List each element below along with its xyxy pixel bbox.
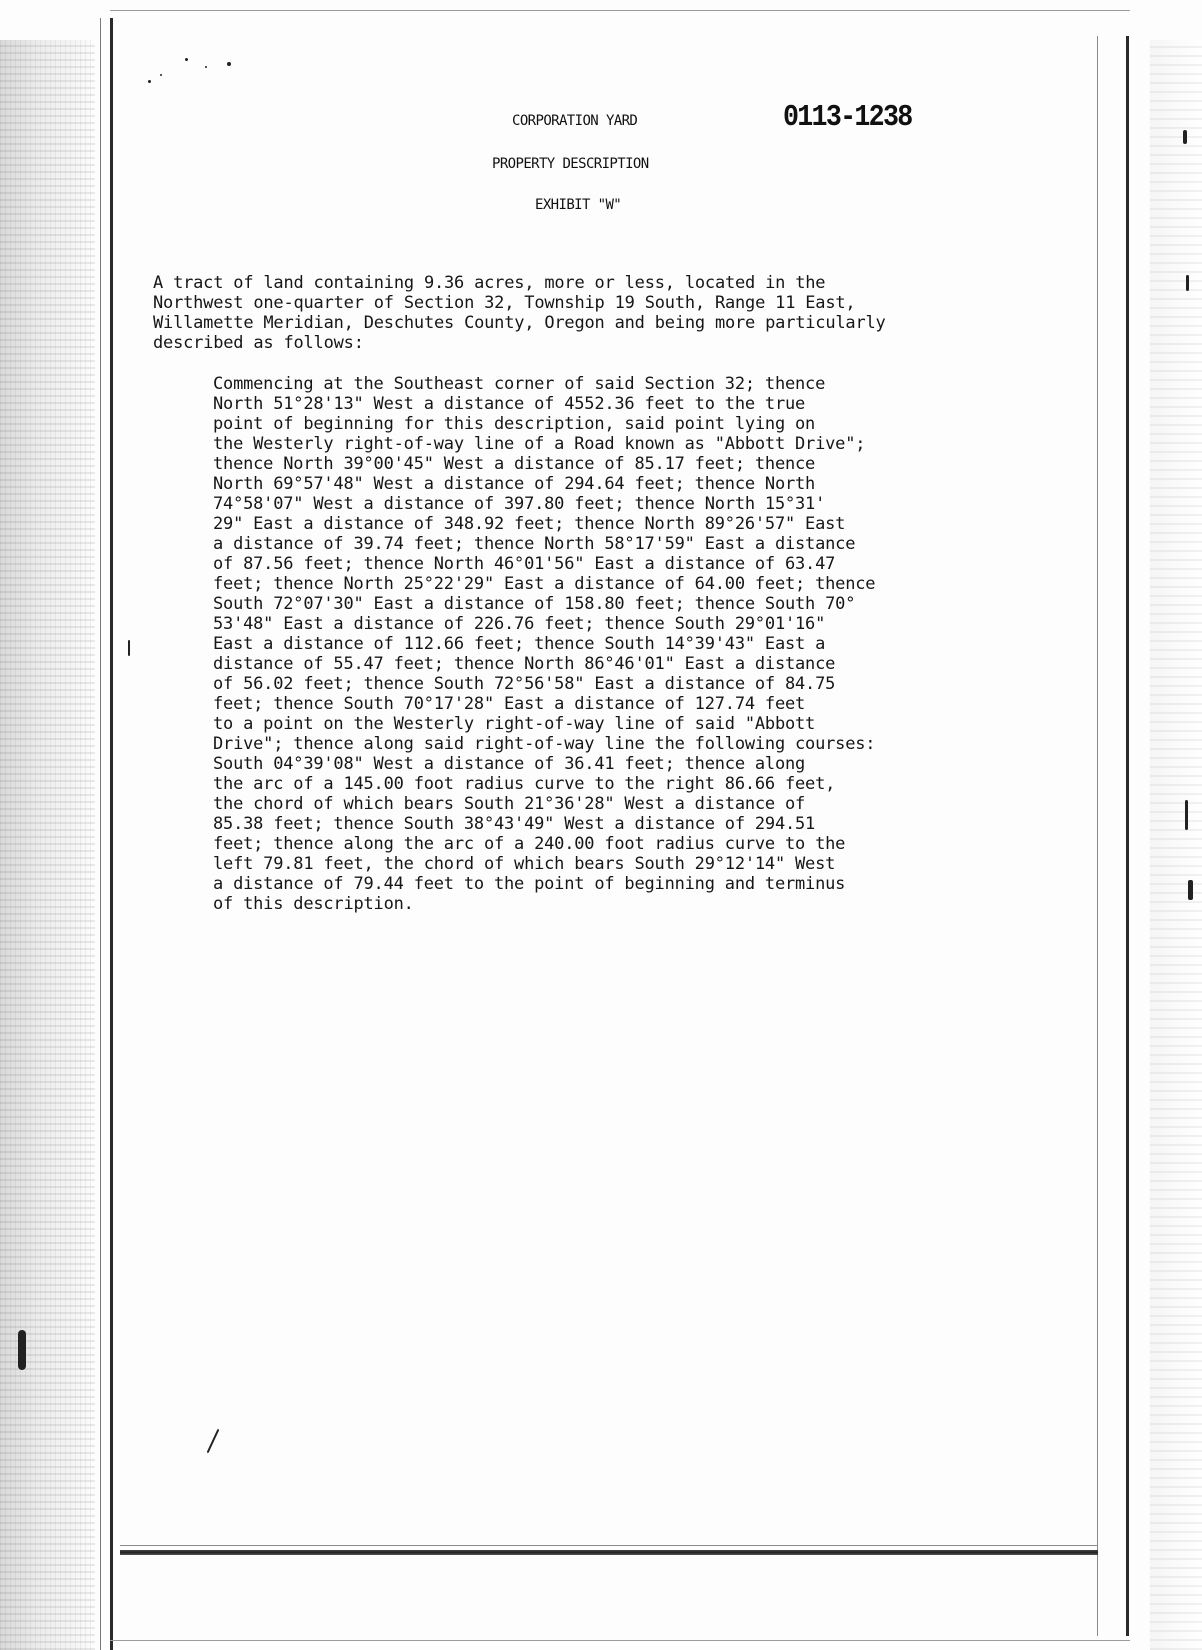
scan-left-border-thin [100,18,101,1650]
scan-right-border-thin [1097,36,1098,1636]
scan-speck [185,58,188,61]
scan-speck [207,1429,220,1453]
scan-speck [18,1330,26,1370]
scan-left-border [110,18,113,1650]
scan-speck [1186,275,1189,291]
scan-speck [128,640,130,656]
scan-speck [227,62,231,66]
exhibit-label: EXHIBIT "W" [535,197,622,213]
intro-paragraph: A tract of land containing 9.36 acres, more or less, located in the Northwest one-quarter of Section 32, Township 19 South, Range 11 East, Willamette Meridian, Deschutes County, Oregon and being more particularly described as follows: [153,273,886,353]
scan-speck [148,80,151,83]
document-subtitle: PROPERTY DESCRIPTION [492,156,649,172]
scan-top-edge [110,10,1130,11]
scan-speck [160,74,162,76]
document-number: 0113-1238 [783,100,912,135]
scan-bottom-edge [110,1640,1130,1641]
scan-speck [1185,800,1188,830]
scan-speck [1183,130,1187,144]
document-title: CORPORATION YARD [512,113,638,129]
scan-right-margin-noise [1150,40,1202,1650]
description-paragraph: Commencing at the Southeast corner of said Section 32; thence North 51°28'13" West a distance of 4552.36 feet to the true point of beginning for this description, said point lying on the Westerly right-of-way line of a Road known as "Abbott Drive"; thence North 39°00'45" West a distance of 85.17 feet; thence North 69°57'48" West a distance of 294.64 feet; thence North 74°58'07" West a distance of 397.80 feet; thence North 15°31' 29" East a distance of 348.92 feet; thence North 89°26'57" East a distance of 39.74 feet; thence North 58°17'59" East a distance of 87.56 feet; thence North 46°01'56" East a distance of 63.47 feet; thence North 25°22'29" East a distance of 64.00 feet; thence South 72°07'30" East a distance of 158.80 feet; thence South 70° 53'48" East a distance of 226.76 feet; thence South 29°01'16" East a distance of 112.66 feet; thence South 14°39'43" East a distance of 55.47 feet; thence North 86°46'01" East a distance of 56.02 feet; thence South 72°56'58" East a distance of 84.75 feet; thence South 70°17'28" East a distance of 127.74 feet to a point on the Westerly right-of-way line of said "Abbott Drive"; thence along said right-of-way line the following courses: South 04°39'08" West a distance of 36.41 feet; thence along the arc of a 145.00 foot radius curve to the right 86.66 feet, the chord of which bears South 21°36'28" West a distance of 85.38 feet; thence South 38°43'49" West a distance of 294.51 feet; thence along the arc of a 240.00 foot radius curve to the left 79.81 feet, the chord of which bears South 29°12'14" West a distance of 79.44 feet to the point of beginning and terminus of this description. [213,374,876,914]
scan-left-margin-noise [0,40,95,1650]
scan-speck [205,66,207,68]
scan-bottom-rule [120,1550,1098,1555]
scan-speck [1188,880,1193,900]
scan-bottom-rule-thin [120,1545,1098,1546]
scan-right-border [1126,36,1129,1636]
